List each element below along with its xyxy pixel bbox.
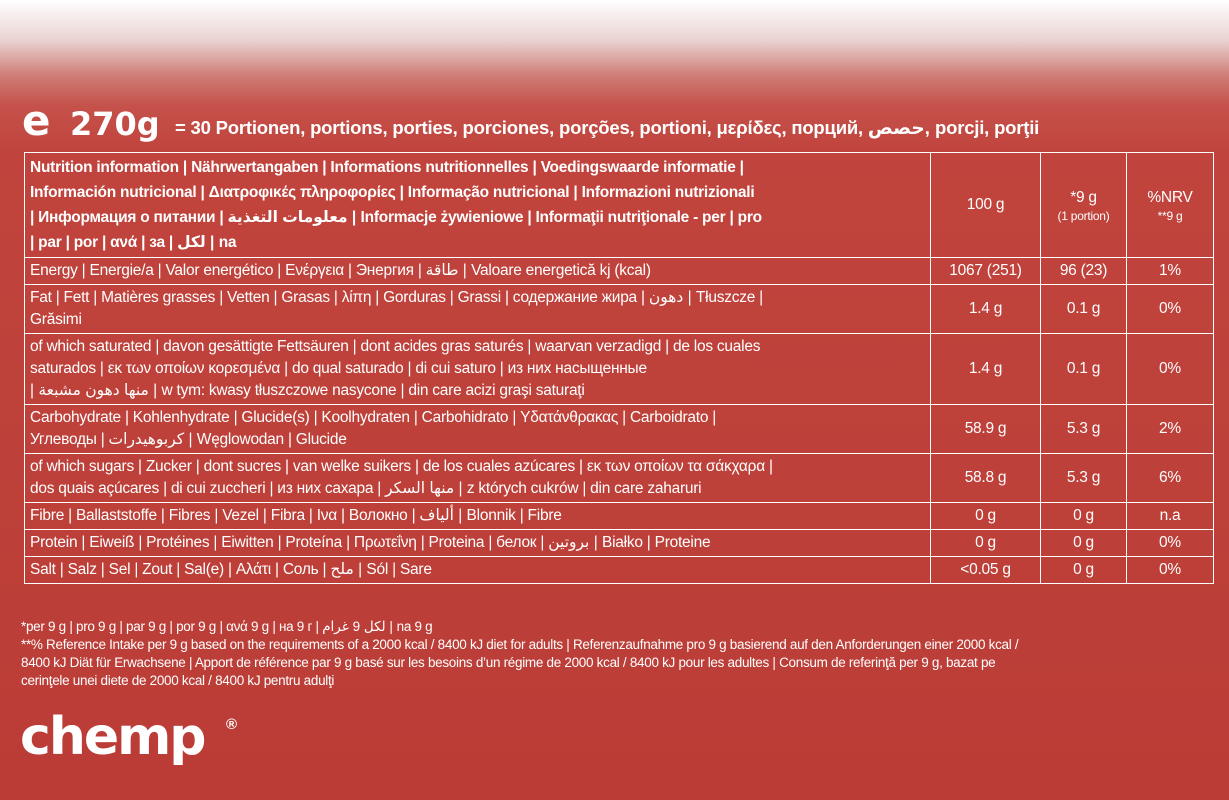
- row-label: Fat | Fett | Matières grasses | Vetten | Grasas | λίπη | Gorduras | Grassi | содержание жира | دهون | Tłuszcze | Grăsimi: [25, 285, 931, 334]
- value-nrv: 6%: [1127, 454, 1214, 503]
- registered-mark: ®: [226, 716, 238, 733]
- portions-text: = 30 Portionen, portions, porties, porciones, porções, portioni, μερίδες, порций, حصص, porcji, porţii: [175, 117, 1040, 138]
- value-portion: 5.3 g: [1041, 405, 1127, 454]
- table-row-saturated: [25, 334, 1214, 405]
- table-row-sugars: [25, 454, 1214, 503]
- value-portion: 5.3 g: [1041, 454, 1127, 503]
- table-row-salt: [25, 557, 1214, 584]
- value-nrv: n.a: [1127, 503, 1214, 530]
- value-100g: <0.05 g: [931, 557, 1041, 584]
- row-label: of which saturated | davon gesättigte Fettsäuren | dont acides gras saturés | waarvan verzadigd | de los cuales saturados | εκ των οποίων κορεσμένα | do qual saturado | di cui saturo | из них насыщенные | منها دهون مشبعة | w tym: kwasy tłuszczowe nasycone | din care acizi graşi saturaţi: [25, 334, 931, 405]
- value-100g: 1067 (251): [931, 258, 1041, 285]
- estimate-mark: e: [22, 96, 51, 145]
- value-portion: 0 g: [1041, 557, 1127, 584]
- table-row-fibre: [25, 503, 1214, 530]
- value-100g: 0 g: [931, 503, 1041, 530]
- value-100g: 1.4 g: [931, 334, 1041, 405]
- table-row-protein: [25, 530, 1214, 557]
- value-portion: 96 (23): [1041, 258, 1127, 285]
- row-label: Energy | Energie/a | Valor energético | Ενέργεια | Энергия | طاقة | Valoare energetică kj (kcal): [25, 258, 931, 285]
- row-label: Protein | Eiweiß | Protéines | Eiwitten | Proteína | Πρωτεΐνη | Proteina | белок | بروتين | Białko | Proteine: [25, 530, 931, 557]
- brand-logo: chemp: [20, 707, 205, 767]
- table-header-row: [25, 153, 1214, 258]
- value-nrv: 0%: [1127, 285, 1214, 334]
- value-100g: 58.8 g: [931, 454, 1041, 503]
- header-portion: *9 g (1 portion): [1041, 153, 1127, 258]
- value-100g: 1.4 g: [931, 285, 1041, 334]
- value-portion: 0.1 g: [1041, 285, 1127, 334]
- nutrition-table: [24, 152, 1214, 584]
- net-weight: 270g: [70, 105, 160, 143]
- footnote-reference-intake-end: cerinţele unei diete de 2000 kcal / 8400 kJ pentru adulţi: [21, 673, 335, 688]
- value-nrv: 1%: [1127, 258, 1214, 285]
- row-label: Fibre | Ballaststoffe | Fibres | Vezel | Fibra | Ινα | Волокно | ألياف | Blonnik | Fibre: [25, 503, 931, 530]
- table-row-carbohydrate: [25, 405, 1214, 454]
- package-header: [22, 96, 1222, 148]
- row-label: Carbohydrate | Kohlenhydrate | Glucide(s) | Koolhydraten | Carbohidrato | Υδατάνθρακας | Carboidrato | Углеводы | كربوهيدرات | Węglowodan | Glucide: [25, 405, 931, 454]
- value-100g: 0 g: [931, 530, 1041, 557]
- value-portion: 0 g: [1041, 503, 1127, 530]
- footnotes: [21, 618, 1216, 690]
- row-label: of which sugars | Zucker | dont sucres | van welke suikers | de los cuales azúcares | εκ των οποίων τα σάκχαρα | dos quais açúcares | di cui zuccheri | из них сахара | منها السكر | z których cukrów | din care zaharuri: [25, 454, 931, 503]
- value-nrv: 2%: [1127, 405, 1214, 454]
- table-row-energy: [25, 258, 1214, 285]
- value-portion: 0.1 g: [1041, 334, 1127, 405]
- value-nrv: 0%: [1127, 557, 1214, 584]
- value-portion: 0 g: [1041, 530, 1127, 557]
- value-nrv: 0%: [1127, 530, 1214, 557]
- row-label: Salt | Salz | Sel | Zout | Sal(e) | Αλάτι | Соль | ملح | Sól | Sare: [25, 557, 931, 584]
- value-100g: 58.9 g: [931, 405, 1041, 454]
- table-row-fat: [25, 285, 1214, 334]
- footnote-portion: *per 9 g | pro 9 g | par 9 g | por 9 g | ανά 9 g | на 9 г | لكل 9 غرام | na 9 g: [21, 619, 433, 634]
- header-description: Nutrition information | Nährwertangaben | Informations nutritionnelles | Voedingswaarde informatie | Información nutricional | Διατροφικές πληροφορίες | Informação nutricional | Informazioni nutrizionali | Информация о питании | معلومات التغذية | Informacje żywieniowe | Informaţii nutriţionale - per | pro | par | por | ανά | за | لكل | na: [25, 153, 931, 258]
- header-nrv: %NRV **9 g: [1127, 153, 1214, 258]
- header-100g: 100 g: [931, 153, 1041, 258]
- footnote-reference-intake-cont: 8400 kJ Diät für Erwachsene | Apport de référence par 9 g basé sur les besoins d’un régime de 2000 kcal / 8400 kJ pour les adultes | Consum de referinţă per 9 g, bazat pe: [21, 655, 996, 670]
- value-nrv: 0%: [1127, 334, 1214, 405]
- footnote-reference-intake: **% Reference Intake per 9 g based on the requirements of a 2000 kcal / 8400 kJ diet for adults | Referenzaufnahme pro 9 g basierend auf den Anforderungen einer 2000 kcal /: [21, 637, 1019, 652]
